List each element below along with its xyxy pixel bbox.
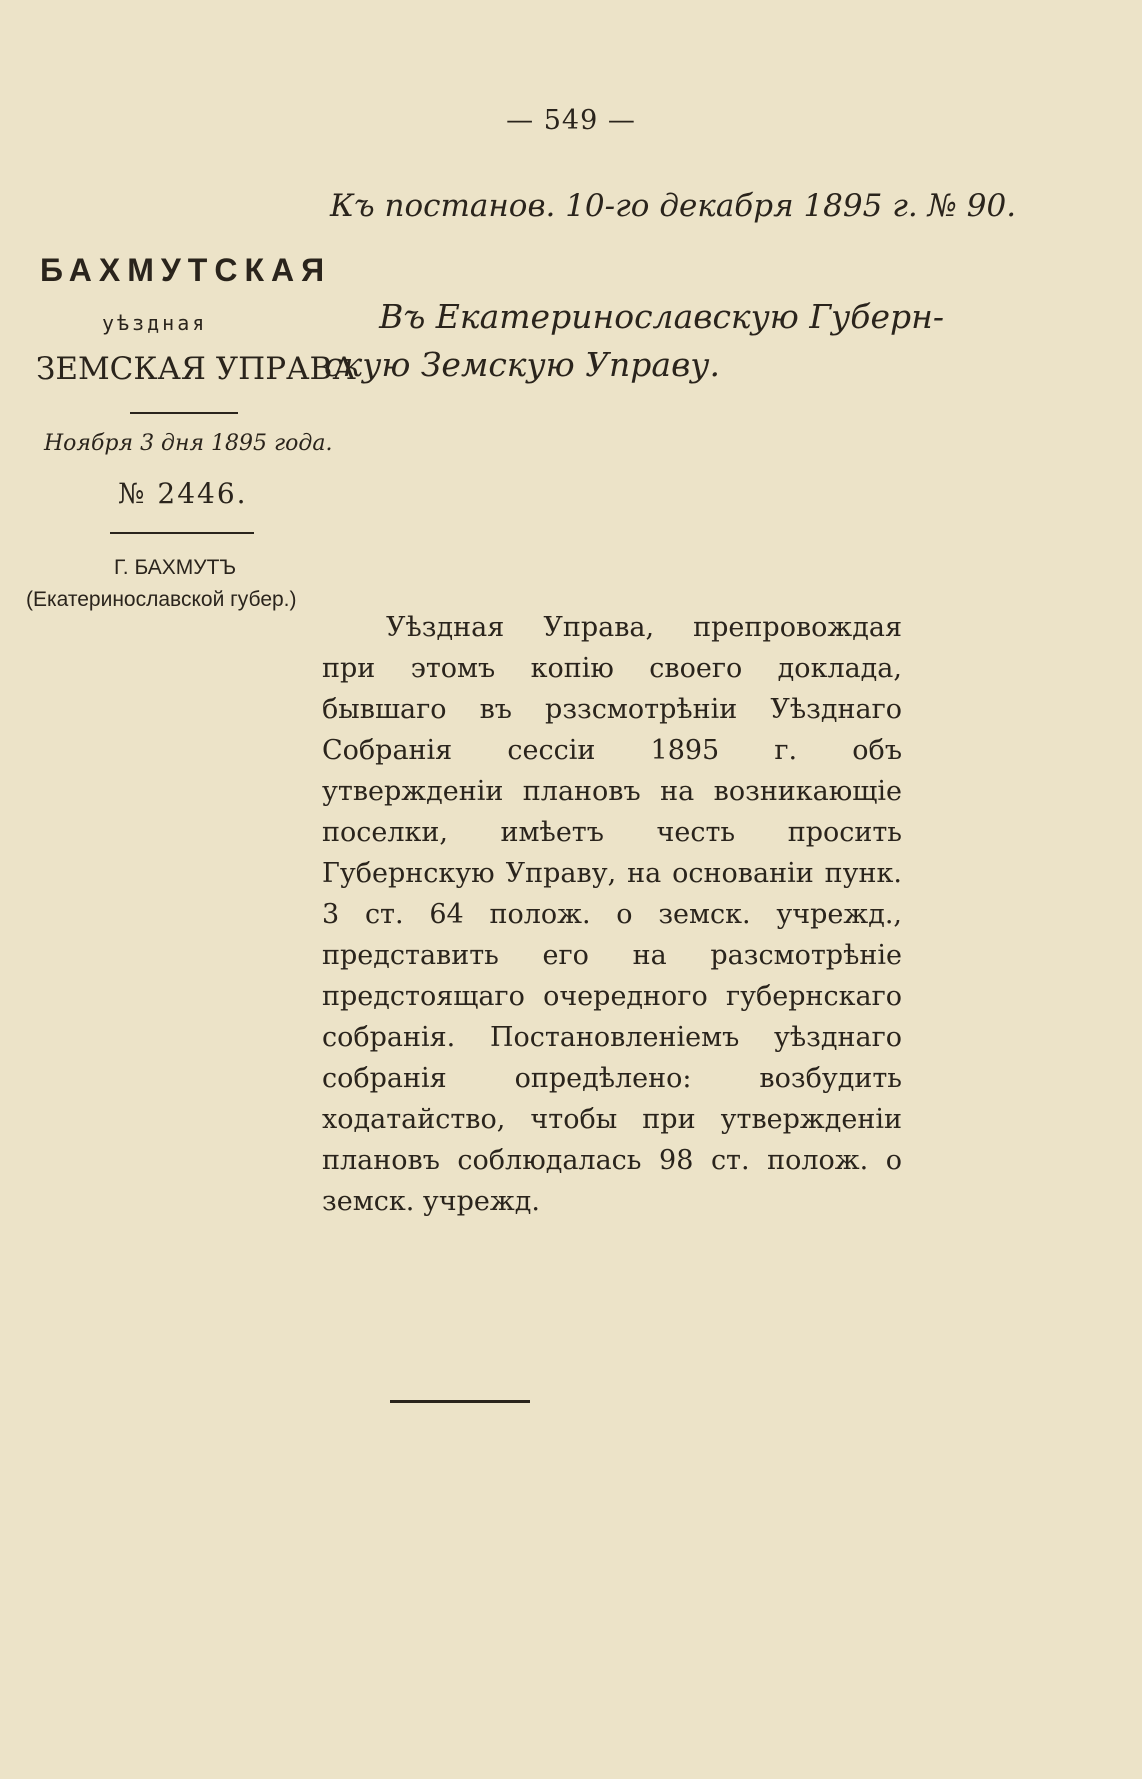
sender-divider-bottom bbox=[110, 532, 254, 534]
body-paragraph: Уѣздная Управа, препровождая при этомъ копію своего доклада, бывшаго въ рззсмотрѣніи Уѣзднаго Собранія сессіи 1895 г. объ утвержденіи плановъ на возникающіе поселки, имѣетъ честь просить Губернскую Управу, на основаніи пунк. 3 ст. 64 полож. о земск. учрежд., представить его на разсмотрѣніе предстоящаго очередного губернскаго собранія. Постановленіемъ уѣзднаго собранія опредѣлено: возбудить ходатайство, чтобы при утвержденіи плановъ соблюдалась 98 ст. полож. о земск. учрежд. bbox=[322, 612, 902, 1217]
resolution-reference: Къ постанов. 10-го декабря 1895 г. № 90. bbox=[330, 188, 1017, 224]
sender-city: Г. БАХМУТЪ bbox=[114, 556, 237, 579]
sender-province: (Екатеринославской губер.) bbox=[26, 588, 297, 611]
letter-body bbox=[322, 607, 902, 1222]
letter-date: Ноября 3 дня 1895 года. bbox=[44, 431, 333, 456]
end-rule bbox=[390, 1400, 530, 1403]
sender-type: уѣздная bbox=[102, 311, 208, 335]
addressee-line-2: скую Земскую Управу. bbox=[324, 345, 720, 384]
sender-name: БАХМУТСКАЯ bbox=[40, 252, 332, 288]
addressee-line-1: Въ Екатеринославскую Губерн- bbox=[379, 297, 944, 336]
sender-office: ЗЕМСКАЯ УПРАВА bbox=[36, 351, 356, 387]
addressee bbox=[324, 293, 944, 389]
page-number: — 549 — bbox=[506, 105, 636, 136]
sender-divider-top bbox=[130, 412, 238, 414]
registration-number: № 2446. bbox=[118, 477, 248, 510]
